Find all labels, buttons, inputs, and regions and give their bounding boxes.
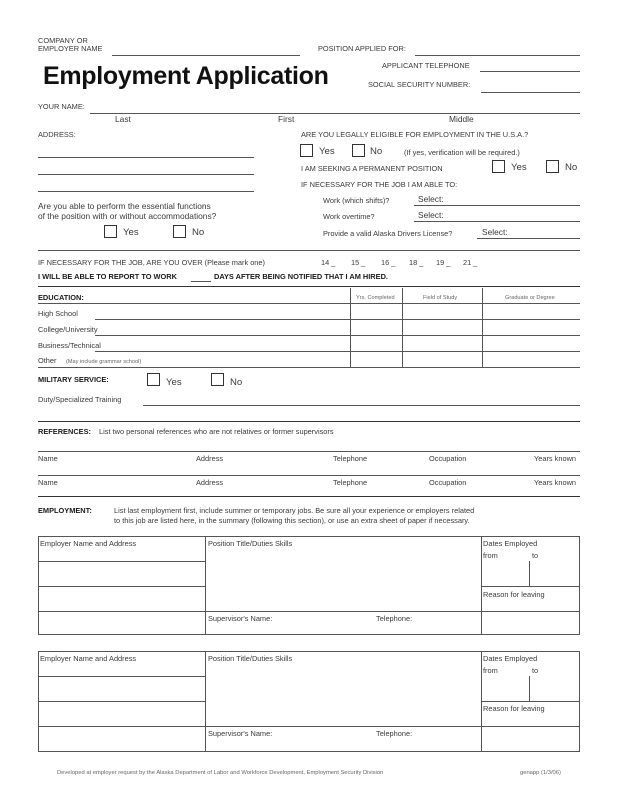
eligibility-question: ARE YOU LEGALLY ELIGIBLE FOR EMPLOYMENT IN THE U.S.A.? bbox=[301, 130, 529, 139]
ref1-col-years: Years known bbox=[534, 454, 577, 463]
ref2-col-name: Name bbox=[38, 478, 58, 487]
page-title: Employment Application bbox=[43, 62, 329, 90]
functions-question-line1: Are you able to perform the essential functions bbox=[38, 201, 211, 211]
address-line-1[interactable] bbox=[38, 157, 254, 158]
if-necessary-label: IF NECESSARY FOR THE JOB I AM ABLE TO: bbox=[301, 180, 458, 189]
business-technical-field[interactable] bbox=[95, 351, 580, 352]
references-label: REFERENCES: bbox=[38, 427, 91, 436]
employer-2-line-1[interactable] bbox=[38, 676, 205, 677]
reason-1-label: Reason for leaving bbox=[483, 590, 545, 599]
college-field[interactable] bbox=[95, 335, 580, 336]
position-1-label: Position Title/Duties Skills bbox=[208, 539, 293, 548]
dates-1-label: Dates Employed bbox=[483, 539, 538, 548]
military-no-checkbox[interactable] bbox=[211, 373, 224, 386]
employer-1-label: Employer Name and Address bbox=[40, 539, 137, 548]
drivers-license-select[interactable]: Select: bbox=[482, 227, 508, 237]
military-yes-label: Yes bbox=[166, 377, 182, 388]
footer-credit: Developed at employer request by the Alaska Department of Labor and Workforce Development, Employment Security Division bbox=[57, 770, 384, 776]
age-question: IF NECESSARY FOR THE JOB, ARE YOU OVER (Please mark one) bbox=[38, 258, 265, 267]
work-overtime-label: Work overtime? bbox=[323, 212, 375, 221]
functions-question-line2: of the position with or without accommodations? bbox=[38, 211, 217, 221]
reference-2-line[interactable] bbox=[38, 475, 580, 476]
ssn-field[interactable] bbox=[481, 92, 580, 93]
education-col-degree: Graduate or Degree bbox=[505, 295, 555, 301]
report-days-label: DAYS AFTER BEING NOTIFIED THAT I AM HIRED. bbox=[214, 272, 388, 281]
age-option-14[interactable]: 14 _ bbox=[321, 258, 336, 267]
age-option-16[interactable]: 16 _ bbox=[381, 258, 396, 267]
permanent-no-checkbox[interactable] bbox=[546, 160, 559, 173]
divider bbox=[38, 250, 580, 251]
position-applied-field[interactable] bbox=[415, 55, 580, 56]
ref2-col-occupation: Occupation bbox=[429, 478, 467, 487]
dates-2-to[interactable]: to bbox=[532, 666, 539, 675]
employment-instructions-2: to this job are listed here, in the summary (following this section), or use an extra sheet of paper if necessary. bbox=[114, 516, 470, 525]
drivers-license-label: Provide a valid Alaska Drivers License? bbox=[323, 229, 453, 238]
permanent-position-label: I AM SEEKING A PERMANENT POSITION bbox=[301, 164, 443, 173]
permanent-no-label: No bbox=[565, 162, 578, 173]
verification-note: (If yes, verification will be required.) bbox=[404, 148, 520, 157]
supervisor-1-label: Supervisor's Name: bbox=[208, 614, 273, 623]
high-school-field[interactable] bbox=[95, 319, 580, 320]
ref1-col-telephone: Telephone bbox=[333, 454, 368, 463]
eligible-yes-checkbox[interactable] bbox=[300, 144, 313, 157]
ref1-col-occupation: Occupation bbox=[429, 454, 467, 463]
education-col-field: Field of Study bbox=[423, 295, 458, 301]
military-yes-checkbox[interactable] bbox=[147, 373, 160, 386]
education-other-note: (May include grammar school) bbox=[66, 359, 142, 365]
age-option-15[interactable]: 15 _ bbox=[351, 258, 366, 267]
employer-1-line-3[interactable] bbox=[38, 611, 205, 612]
functions-no-label: No bbox=[192, 227, 205, 238]
education-label: EDUCATION: bbox=[38, 293, 84, 302]
employer-2-label: Employer Name and Address bbox=[40, 654, 137, 663]
age-option-18[interactable]: 18 _ bbox=[409, 258, 424, 267]
employment-instructions-1: List last employment first, include summer or temporary jobs. Be sure all your experience or employers related bbox=[114, 506, 475, 515]
dates-2-label: Dates Employed bbox=[483, 654, 538, 663]
your-name-field[interactable] bbox=[90, 113, 580, 114]
position-applied-label: POSITION APPLIED FOR: bbox=[318, 44, 406, 53]
company-label-line2: EMPLOYER NAME bbox=[38, 44, 103, 53]
employer-1-line-1[interactable] bbox=[38, 561, 205, 562]
age-option-19[interactable]: 19 _ bbox=[436, 258, 451, 267]
ref2-col-address: Address bbox=[196, 478, 224, 487]
ssn-label: SOCIAL SECURITY NUMBER: bbox=[368, 80, 471, 89]
military-service-label: MILITARY SERVICE: bbox=[38, 375, 109, 384]
functions-no-checkbox[interactable] bbox=[173, 225, 186, 238]
work-overtime-select[interactable]: Select: bbox=[418, 210, 444, 220]
reason-2-label: Reason for leaving bbox=[483, 704, 545, 713]
telephone-2-label: Telephone: bbox=[376, 729, 413, 738]
employment-label: EMPLOYMENT: bbox=[38, 506, 92, 515]
permanent-yes-checkbox[interactable] bbox=[492, 160, 505, 173]
work-shifts-select[interactable]: Select: bbox=[418, 194, 444, 204]
name-first-label: First bbox=[278, 114, 295, 124]
eligible-yes-label: Yes bbox=[319, 146, 335, 157]
employer-1-line-2[interactable] bbox=[38, 586, 205, 587]
employer-2-line-3[interactable] bbox=[38, 726, 205, 727]
ref2-col-telephone: Telephone bbox=[333, 478, 368, 487]
eligible-no-checkbox[interactable] bbox=[352, 144, 365, 157]
other-education-field[interactable] bbox=[38, 367, 580, 368]
address-label: ADDRESS: bbox=[38, 130, 76, 139]
education-row-business: Business/Technical bbox=[38, 341, 101, 350]
dates-2-from[interactable]: from bbox=[483, 666, 498, 675]
duty-training-field[interactable] bbox=[143, 405, 580, 406]
employer-2-line-2[interactable] bbox=[38, 701, 205, 702]
references-instructions: List two personal references who are not relatives or former supervisors bbox=[99, 427, 334, 436]
address-line-3[interactable] bbox=[38, 191, 254, 192]
ref1-col-name: Name bbox=[38, 454, 58, 463]
name-last-label: Last bbox=[115, 114, 131, 124]
ref2-col-years: Years known bbox=[534, 478, 577, 487]
work-shifts-label: Work (which shifts)? bbox=[323, 196, 390, 205]
functions-yes-label: Yes bbox=[123, 227, 139, 238]
age-option-21[interactable]: 21 _ bbox=[463, 258, 478, 267]
ref1-col-address: Address bbox=[196, 454, 224, 463]
dates-1-to[interactable]: to bbox=[532, 551, 539, 560]
your-name-label: YOUR NAME: bbox=[38, 102, 85, 111]
education-row-other: Other bbox=[38, 356, 57, 365]
functions-yes-checkbox[interactable] bbox=[104, 225, 117, 238]
name-middle-label: Middle bbox=[449, 114, 474, 124]
military-no-label: No bbox=[230, 377, 243, 388]
education-row-college: College/University bbox=[38, 325, 98, 334]
company-name-field[interactable] bbox=[112, 55, 300, 56]
permanent-yes-label: Yes bbox=[511, 162, 527, 173]
education-row-high-school: High School bbox=[38, 309, 78, 318]
address-line-2[interactable] bbox=[38, 174, 254, 175]
education-col-years: Yrs. Completed bbox=[356, 295, 395, 301]
telephone-1-label: Telephone: bbox=[376, 614, 413, 623]
supervisor-2-label: Supervisor's Name: bbox=[208, 729, 273, 738]
eligible-no-label: No bbox=[370, 146, 383, 157]
footer-form-id: genapp (1/3/06) bbox=[520, 770, 561, 776]
applicant-telephone-field[interactable] bbox=[480, 71, 580, 72]
reference-1-line[interactable] bbox=[38, 451, 580, 452]
duty-training-label: Duty/Specialized Training bbox=[38, 395, 122, 404]
position-2-label: Position Title/Duties Skills bbox=[208, 654, 293, 663]
applicant-telephone-label: APPLICANT TELEPHONE bbox=[382, 61, 470, 70]
report-to-work-label: I WILL BE ABLE TO REPORT TO WORK bbox=[38, 272, 177, 281]
dates-1-from[interactable]: from bbox=[483, 551, 498, 560]
report-days-field[interactable] bbox=[191, 281, 211, 282]
company-label-line1: COMPANY OR bbox=[38, 36, 88, 45]
